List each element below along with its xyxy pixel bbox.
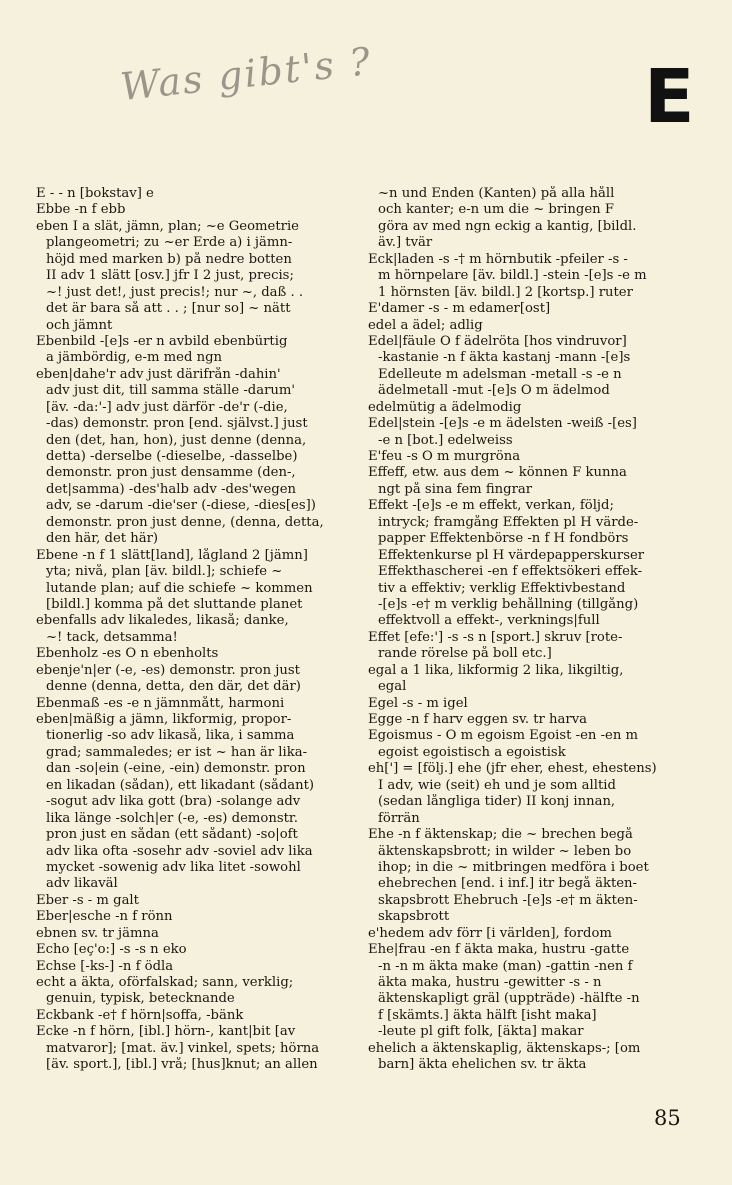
entry-line: intryck; framgång Effekten pl H värde- <box>378 514 639 530</box>
entry-line: Eber -s - m galt <box>36 892 139 908</box>
entry-line: -n -n m äkta make (man) -gattin -nen f <box>378 958 633 974</box>
entry-line: I adv, wie (seit) eh und je som alltid <box>378 777 616 793</box>
entry-line: eben|dahe'r adv just därifrån -dahin' <box>36 366 281 382</box>
entry-line: skapsbrott Ehebruch -[e]s -e† m äkten- <box>378 892 638 908</box>
entry-line: denne (denna, detta, den där, det där) <box>46 679 301 695</box>
entry-line: Effet [efe:'] -s -s n [sport.] skruv [rote- <box>368 629 623 645</box>
entry-line: skapsbrott <box>378 909 450 925</box>
entry-line: den här, det här) <box>46 531 159 547</box>
entry-line: Ehe|frau -en f äkta maka, hustru -gatte <box>368 942 630 958</box>
entry-line: en likadan (sådan), ett likadant (sådant) <box>46 777 315 793</box>
entry-line: tionerlig -so adv likaså, lika, i samma <box>46 728 295 744</box>
entry-line: Ebene -n f 1 slätt[land], lågland 2 [jämn] <box>36 547 308 563</box>
entry-line: Eckbank -e† f hörn|soffa, -bänk <box>36 1007 244 1023</box>
entry-line: dan -so|ein (-eine, -ein) demonstr. pron <box>46 761 306 777</box>
entry-line: echt a äkta, oförfalskad; sann, verklig; <box>36 975 294 990</box>
entry-line: adv just dit, till samma ställe -darum' <box>46 383 296 399</box>
entry-line: Effekthascherei -en f effektsökeri effek- <box>378 564 643 580</box>
entry-line: 1 hörnsten [äv. bildl.] 2 [kortsp.] ruter <box>378 284 633 300</box>
entry-line: effektvoll a effekt-, verknings|full <box>378 613 600 629</box>
entry-line: Ehe -n f äktenskap; die ~ brechen begå <box>368 827 633 843</box>
entry-line: [äv. -da:'-] adv just därför -de'r (-die, <box>46 399 288 415</box>
entry-line: [äv. sport.], [ibl.] vrå; [hus]knut; an allen <box>46 1057 318 1073</box>
entry-line: äktenskapsbrott; in wilder ~ leben bo <box>378 843 632 859</box>
entry-line: ihop; in die ~ mitbringen medföra i boet <box>378 859 649 875</box>
entry-line: rande rörelse på boll etc.] <box>378 646 552 662</box>
entry-line: tiv a effektiv; verklig Effektivbestand <box>378 580 626 596</box>
entry-line: och jämnt <box>46 317 113 333</box>
entry-line: ngt på sina fem fingrar <box>378 481 533 497</box>
page-number: 85 <box>654 1106 681 1130</box>
entry-line: [bildl.] komma på det sluttande planet <box>46 596 303 612</box>
entry-line: -das) demonstr. pron [end. självst.] just <box>46 416 308 432</box>
entry-line: ebenfalls adv likaledes, likaså; danke, <box>36 613 289 629</box>
entry-line: demonstr. pron just denne, (denna, detta, <box>46 514 324 530</box>
entry-line: höjd med marken b) på nedre botten <box>46 251 292 267</box>
entry-line: lika länge -solch|er (-e, -es) demonstr. <box>46 810 298 826</box>
entry-line: detta) -derselbe (-dieselbe, -dasselbe) <box>46 449 298 464</box>
entry-line: och kanter; e-n um die ~ bringen F <box>378 202 614 218</box>
entry-line: adv lika ofta -sosehr adv -soviel adv lika <box>46 843 313 859</box>
handwritten-note: Was gibt's ? <box>118 38 375 110</box>
entry-line: Effeff, etw. aus dem ~ können F kunna <box>368 465 627 481</box>
entry-line: Edel|fäule O f ädelröta [hos vindruvor] <box>368 333 627 349</box>
entry-line: äktenskapligt gräl (uppträde) -hälfte -n <box>378 991 640 1007</box>
entry-line: barn] äkta ehelichen sv. tr äkta <box>378 1057 587 1073</box>
entry-line: pron just en sådan (ett sådant) -so|oft <box>46 827 298 843</box>
entry-line: genuin, typisk, betecknande <box>46 991 235 1007</box>
entry-line: eh['] = [följ.] ehe (jfr eher, ehest, ehestens) <box>368 761 657 777</box>
entry-line: eben|mäßig a jämn, likformig, propor- <box>36 712 292 727</box>
entry-line: förrän <box>378 810 420 826</box>
entry-line: yta; nivå, plan [äv. bildl.]; schiefe ~ <box>46 564 283 580</box>
entry-line: -sogut adv lika gott (bra) -solange adv <box>46 794 301 810</box>
section-letter-tab <box>644 54 695 140</box>
entry-line: -e n [bot.] edelweiss <box>378 432 513 448</box>
entry-line: edelmütig a ädelmodig <box>368 399 522 415</box>
entry-line: Egoismus - O m egoism Egoist -en -en m <box>368 728 639 744</box>
entry-line: Echse [-ks-] -n f ödla <box>36 958 174 974</box>
entry-line: adv likaväl <box>46 876 118 892</box>
entry-line: grad; sammaledes; er ist ~ han är lika- <box>46 744 308 760</box>
entry-line: ~! tack, detsamma! <box>46 629 178 645</box>
right-column <box>368 186 698 1074</box>
entry-line: ädelmetall -mut -[e]s O m ädelmod <box>378 383 610 399</box>
entry-line: Echo [eç'o:] -s -s n eko <box>36 942 187 958</box>
entry-line: E'feu -s O m murgröna <box>368 449 521 464</box>
entry-line: det|samma) -des'halb adv -des'wegen <box>46 481 297 497</box>
entry-line: e'hedem adv förr [i världen], fordom <box>368 925 612 941</box>
entry-line: Ecke -n f hörn, [ibl.] hörn-, kant|bit [av <box>36 1024 296 1040</box>
entry-line: Edelleute m adelsman -metall -s -e n <box>378 366 622 382</box>
entry-line: plangeometri; zu ~er Erde a) i jämn- <box>46 235 293 251</box>
section-letter: E <box>644 54 695 140</box>
entry-line: adv, se -darum -die'ser (-diese, -dies[es]) <box>46 498 316 514</box>
entry-line: göra av med ngn eckig a kantig, [bildl. <box>378 218 637 234</box>
entry-line: ~! just det!, just precis!; nur ~, daß . . <box>46 284 304 300</box>
entry-line: egal <box>378 679 407 695</box>
entry-line: -leute pl gift folk, [äkta] makar <box>378 1024 584 1040</box>
entry-line: eben I a slät, jämn, plan; ~e Geometrie <box>36 218 299 234</box>
entry-line: Ebenmaß -es -e n jämnmått, harmoni <box>36 695 285 711</box>
entry-line: papper Effektenbörse -n f H fondbörs <box>378 531 629 547</box>
entry-line: Edel|stein -[e]s -e m ädelsten -weiß -[es] <box>368 416 637 432</box>
entry-line: (sedan långliga tider) II konj innan, <box>378 794 616 810</box>
entry-line: E'damer -s - m edamer[ost] <box>368 301 551 317</box>
entry-line: -kastanie -n f äkta kastanj -mann -[e]s <box>378 350 631 366</box>
entry-line: edel a ädel; adlig <box>368 317 483 333</box>
entry-line: ebenje'n|er (-e, -es) demonstr. pron just <box>36 662 300 678</box>
entry-line: Eck|laden -s -† m hörnbutik -pfeiler -s - <box>368 251 628 267</box>
entry-line: äkta maka, hustru -gewitter -s - n <box>378 975 602 990</box>
entry-line: ~n und Enden (Kanten) på alla håll <box>378 186 615 201</box>
entry-line: äv.] tvär <box>378 235 433 251</box>
entry-line: Effekt -[e]s -e m effekt, verkan, följd; <box>368 498 614 514</box>
entry-line: E - - n [bokstav] e <box>36 186 154 201</box>
entry-line: egoist egoistisch a egoistisk <box>378 744 566 760</box>
entry-line: egal a 1 lika, likformig 2 lika, likgiltig, <box>368 662 624 678</box>
entry-line: den (det, han, hon), just denne (denna, <box>46 432 307 448</box>
entry-line: -[e]s -e† m verklig behållning (tillgång) <box>378 596 639 612</box>
entry-line: Egge -n f harv eggen sv. tr harva <box>368 712 588 727</box>
entry-line: ebnen sv. tr jämna <box>36 925 159 941</box>
entry-line: matvaror]; [mat. äv.] vinkel, spets; hörna <box>46 1040 320 1056</box>
entry-line: det är bara så att . . ; [nur so] ~ nätt <box>46 301 291 317</box>
entry-line: demonstr. pron just densamme (den-, <box>46 465 296 481</box>
entry-line: Ebbe -n f ebb <box>36 202 126 218</box>
entry-line: mycket -sowenig adv lika litet -sowohl <box>46 859 301 875</box>
entry-line: Ebenholz -es O n ebenholts <box>36 646 219 662</box>
entry-line: Egel -s - m igel <box>368 695 468 711</box>
entry-line: Ebenbild -[e]s -er n avbild ebenbürtig <box>36 333 288 349</box>
entry-line: m hörnpelare [äv. bildl.] -stein -[e]s -e m <box>378 268 647 284</box>
entry-line: ehelich a äktenskaplig, äktenskaps-; [om <box>368 1040 641 1056</box>
entry-line: lutande plan; auf die schiefe ~ kommen <box>46 580 313 596</box>
entry-line: II adv 1 slätt [osv.] jfr I 2 just, precis; <box>46 268 294 284</box>
entry-line: ehebrechen [end. i inf.] itr begå äkten- <box>378 876 638 892</box>
entry-line: Effektenkurse pl H värdepapperskurser <box>378 547 645 563</box>
entry-line: Eber|esche -n f rönn <box>36 909 173 925</box>
entry-line: f [skämts.] äkta hälft [isht maka] <box>378 1007 597 1023</box>
entry-line: a jämbördig, e-m med ngn <box>46 350 223 366</box>
left-column <box>36 186 354 1074</box>
